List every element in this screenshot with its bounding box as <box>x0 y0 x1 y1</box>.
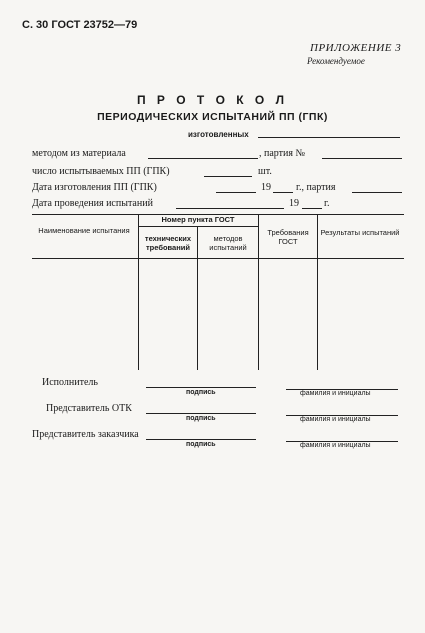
sign-line-customer <box>146 439 256 440</box>
col-name-header: Наименование испытания <box>38 226 130 235</box>
page-header: С. 30 ГОСТ 23752—79 <box>22 19 138 31</box>
manufactured-field <box>258 137 400 138</box>
date-made-field <box>216 192 256 193</box>
col-divider-4 <box>317 214 318 370</box>
col-results-header: Результаты испытаний <box>320 228 400 237</box>
batch2-field <box>352 192 402 193</box>
batch-label: , партия № <box>259 148 306 159</box>
count-field <box>204 176 252 177</box>
date-test-field <box>176 208 284 209</box>
sign-line-executor <box>146 387 256 388</box>
sign-caption-customer: подпись <box>186 441 216 448</box>
protocol-title: П Р О Т О К О Л <box>136 93 289 107</box>
role-executor: Исполнитель <box>42 377 98 388</box>
date-made-label: Дата изготовления ПП (ГПК) <box>32 182 157 193</box>
role-customer: Представитель заказчика <box>32 429 139 440</box>
year-suffix: г. <box>324 198 330 209</box>
method-label: методом из материала <box>32 148 126 159</box>
material-field <box>148 158 258 159</box>
manufactured-label: изготовленных <box>188 130 249 139</box>
name-caption-otk: фамилия и инициалы <box>300 416 371 423</box>
group-rule <box>138 226 258 227</box>
col-group-header: Номер пункта ГОСТ <box>161 215 235 224</box>
col-tech-header: технических требований <box>144 234 192 252</box>
appendix-note: Рекомендуемое <box>307 56 365 66</box>
year-prefix-2: 19 <box>289 198 299 209</box>
batch-field <box>322 158 402 159</box>
header-bottom-rule <box>32 258 404 259</box>
sign-caption-otk: подпись <box>186 415 216 422</box>
sign-line-otk <box>146 413 256 414</box>
pcs-label: шт. <box>258 166 272 177</box>
year-prefix: 19 <box>261 182 271 193</box>
col-methods-header: методов испытаний <box>209 234 247 252</box>
year-batch-label: г., партия <box>296 182 336 193</box>
name-caption-customer: фамилия и инициалы <box>300 442 371 449</box>
year-test-field <box>302 208 322 209</box>
date-test-label: Дата проведения испытаний <box>32 198 153 209</box>
role-otk: Представитель ОТК <box>46 403 132 414</box>
count-label: число испытываемых ПП (ГПК) <box>32 166 170 177</box>
year-made-field <box>273 192 293 193</box>
name-caption-executor: фамилия и инициалы <box>300 390 371 397</box>
col-req-header: Требования ГОСТ <box>267 228 309 246</box>
appendix-title: ПРИЛОЖЕНИЕ 3 <box>310 42 402 54</box>
sign-caption-executor: подпись <box>186 389 216 396</box>
protocol-subtitle: ПЕРИОДИЧЕСКИХ ИСПЫТАНИЙ ПП (ГПК) <box>97 111 328 123</box>
